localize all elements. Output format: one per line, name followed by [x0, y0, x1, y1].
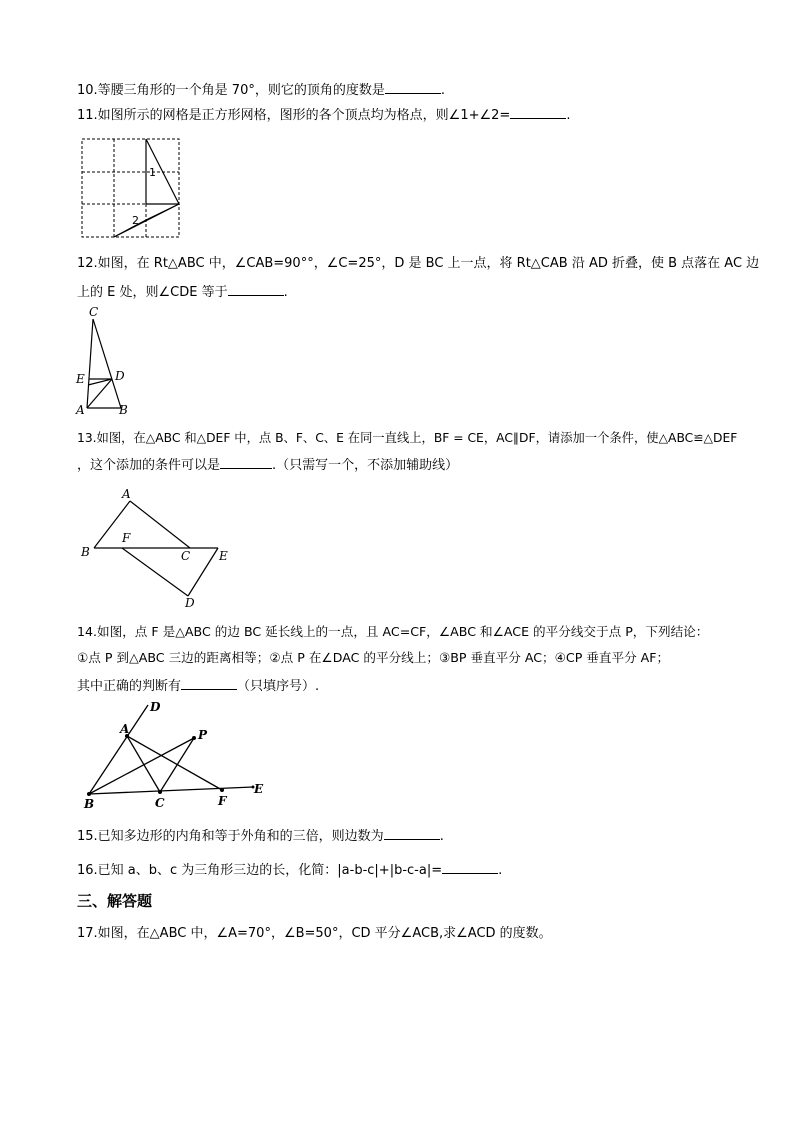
points: [87, 734, 255, 796]
point-label-e: E: [76, 372, 85, 386]
question-12-line-1: [77, 255, 759, 273]
point-label-d: D: [150, 700, 161, 714]
question-16: 16.已知 a、b、c 为三角形三边的长，化简：|a-b-c|+|b-c-a|= .: [77, 859, 502, 880]
point-label-a: A: [122, 487, 131, 501]
question-14-line-2: ①点 P 到△ABC 三边的距离相等；②点 P 在∠DAC 的平分线上；③BP 垂直平分 AC；④CP 垂直平分 AF；: [77, 650, 670, 665]
answer-blank[interactable]: [228, 281, 284, 296]
answer-blank[interactable]: [385, 79, 441, 94]
question-17-text: 17.如图，在△ABC 中，∠A=70°，∠B=50°，CD 平分∠ACB,求∠ACD 的度数。: [77, 926, 552, 941]
point-label-a: A: [120, 722, 130, 736]
point-label-c: C: [155, 796, 165, 810]
point-label-f: F: [122, 531, 131, 545]
question-14-line-1: [77, 623, 708, 642]
angle-1-label: 1: [149, 166, 156, 179]
point-label-b: B: [119, 403, 128, 417]
section-title: 三、解答题: [77, 892, 153, 910]
answer-blank[interactable]: [442, 859, 498, 874]
figure-grid-angles: [78, 136, 184, 240]
point-label-d: D: [115, 369, 125, 383]
question-12-line-2: 上的 E 处，则∠CDE 等于 .: [77, 281, 288, 302]
figure-triangles: [114, 139, 179, 237]
answer-blank[interactable]: [384, 825, 440, 840]
point-label-e: E: [219, 549, 228, 563]
question-12-text: 12.如图，在 Rt△ABC 中，∠CAB=90°°，∠C=25°，D 是 BC 上一点，将 Rt△CAB 沿 AD 折叠，使 B 点落在 AC 边: [77, 256, 760, 271]
point-label-a: A: [76, 403, 85, 417]
question-14-line-3: 其中正确的判断有 （只填序号）.: [77, 675, 319, 696]
figure-fold-triangle: [70, 303, 140, 419]
question-13-line-2: ，这个添加的条件可以是 .（只需写一个，不添加辅助线）: [77, 454, 458, 475]
figure-lines: [89, 705, 253, 794]
question-15: 15.已知多边形的内角和等于外角和的三倍，则边数为 .: [77, 825, 444, 846]
answer-blank[interactable]: [181, 675, 237, 690]
question-11: 11.如图所示的网格是正方形网格，图形的各个顶点均为格点，则∠1+∠2= .: [77, 104, 570, 125]
question-13-line-1: [77, 429, 737, 448]
question-10-text: 10.等腰三角形的一个角是 70°，则它的顶角的度数是: [77, 83, 385, 98]
question-13-text: 13.如图，在△ABC 和△DEF 中，点 B、F、C、E 在同一直线上，BF = CE，AC∥DF，请添加一个条件，使△ABC≌△DEF: [77, 431, 738, 445]
point-label-c: C: [181, 549, 191, 563]
point-label-p: P: [198, 728, 208, 742]
point-label-e: E: [254, 782, 264, 796]
answer-blank[interactable]: [510, 104, 566, 119]
triangle-lines: [87, 319, 121, 408]
angle-2-label: 2: [132, 214, 139, 227]
point-label-f: F: [218, 794, 227, 808]
question-14-text: 14.如图，点 F 是△ABC 的边 BC 延长线上的一点，且 AC=CF，∠ABC 和∠ACE 的平分线交于点 P，下列结论：: [77, 624, 709, 639]
figure-bisectors: [78, 696, 274, 814]
point-label-c: C: [89, 305, 99, 319]
triangle-lines: [94, 501, 218, 596]
question-15-text: 15.已知多边形的内角和等于外角和的三倍，则边数为: [77, 829, 384, 844]
point-label-b: B: [81, 545, 90, 559]
answer-blank[interactable]: [220, 454, 272, 469]
question-11-text: 11.如图所示的网格是正方形网格，图形的各个顶点均为格点，则∠1+∠2=: [77, 108, 511, 123]
point-label-d: D: [185, 596, 195, 610]
question-16-text: 16.已知 a、b、c 为三角形三边的长，化简：|a-b-c|+|b-c-a|=: [77, 863, 443, 878]
grid-lines: [82, 139, 179, 237]
figure-two-triangles: [78, 484, 234, 610]
point-label-b: B: [84, 797, 95, 811]
question-17: [77, 925, 552, 943]
question-10: 10.等腰三角形的一个角是 70°，则它的顶角的度数是 .: [77, 79, 445, 100]
